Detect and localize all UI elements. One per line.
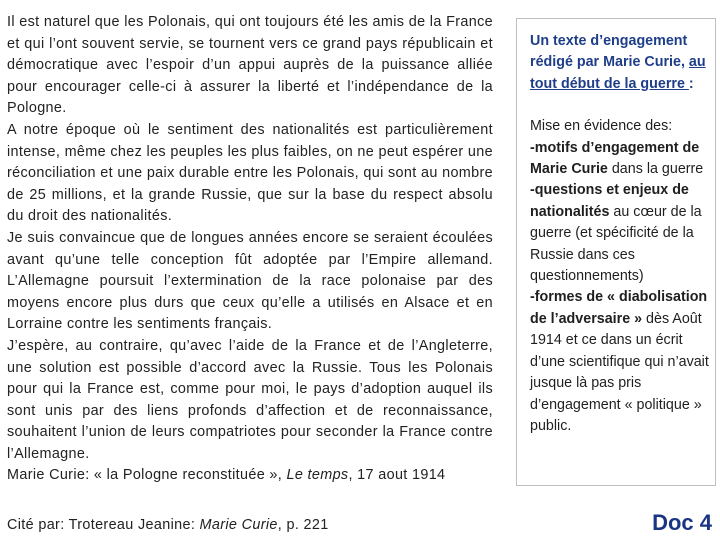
- signature-prefix: Marie Curie: « la Pologne reconstituée »,: [7, 467, 287, 484]
- document-body: [7, 12, 493, 487]
- signature-journal: Le temps: [286, 467, 349, 484]
- paragraph-3: Je suis convaincue que de longues années encore se seraient écoulées avant qu’une telle conception fût adoptée par l’Empire allemand. L’Allemagne poursuit l’extermination de la race polonaise par des moyens encore plus durs que ceux qu’elle a utilisés en Alsace et en Lorraine contre les sentiments français.: [7, 229, 493, 333]
- citation-prefix: Cité par: Trotereau Jeanine:: [7, 517, 200, 533]
- side-title-main: Un texte d’engagement rédigé par Marie Curie,: [530, 33, 689, 71]
- side-title-end: :: [688, 75, 694, 92]
- citation-suffix: , p. 221: [277, 517, 329, 533]
- paragraph-4: J’espère, au contraire, qu’avec l’aide de la France et de l’Angleterre, une solution est possible d’accord avec la Russie. Tous les Polonais pour qui la France est, comme pour moi, le pays d’adoption auquel ils sont unis par des liens profonds d’affection et de reconnaissance, souhaitent l’union de leurs compatriotes pour seconder la France contre l’Allemagne.: [7, 337, 493, 462]
- side-item-nationalites: [530, 180, 709, 287]
- signature-suffix: , 17 aout 1914: [348, 467, 446, 484]
- side-item-motifs-rest: dans la guerre: [607, 161, 704, 178]
- signature-line: [7, 465, 493, 487]
- side-item-diabolisation-rest: dès Août 1914 et ce dans un écrit d’une scientifique qui n’avait jusque là pas pris d’engagement « politique » public.: [530, 310, 709, 434]
- side-item-diabolisation: [530, 287, 709, 437]
- side-spacer: [530, 95, 709, 116]
- side-item-motifs: [530, 138, 709, 181]
- doc-label: Doc 4: [652, 510, 712, 535]
- paragraph-2: A notre époque où le sentiment des nationalités est particulièrement intense, même chez les peuples les plus faibles, on ne peut espérer une réconciliation et une paix durable entre les Polonais, qui sont au nombre de 25 millions, et la grande Russie, que sur la base du respect absolu du droit des nationalités.: [7, 121, 493, 225]
- citation-book: Marie Curie: [199, 517, 278, 533]
- side-item-motifs-bold: -motifs d’engagement de Marie Curie: [530, 139, 700, 178]
- paragraph-1: Il est naturel que les Polonais, qui ont toujours été les amis de la France et qui l’ont souvent servie, se tournent vers ce grand pays républicain et démocratique avec l’espoir d’un appui auprès de la puissance alliée pour encourager celle-ci à assurer la liberté et l’indépendance de la Pologne.: [7, 14, 493, 117]
- side-title-underlined: au tout début de la guerre: [530, 54, 706, 92]
- side-panel: [516, 18, 716, 486]
- side-item-nationalites-bold: -questions et enjeux de nationalités: [530, 182, 689, 220]
- side-intro: Mise en évidence des:: [530, 118, 673, 135]
- citation-line: [7, 515, 493, 535]
- side-item-nationalites-rest: au cœur de la guerre (et spécificité de la Russie dans ces questionnements): [530, 203, 702, 285]
- side-panel-title: [530, 31, 709, 95]
- side-item-diabolisation-bold: -formes de « diabolisation de l’adversaire »: [530, 289, 708, 327]
